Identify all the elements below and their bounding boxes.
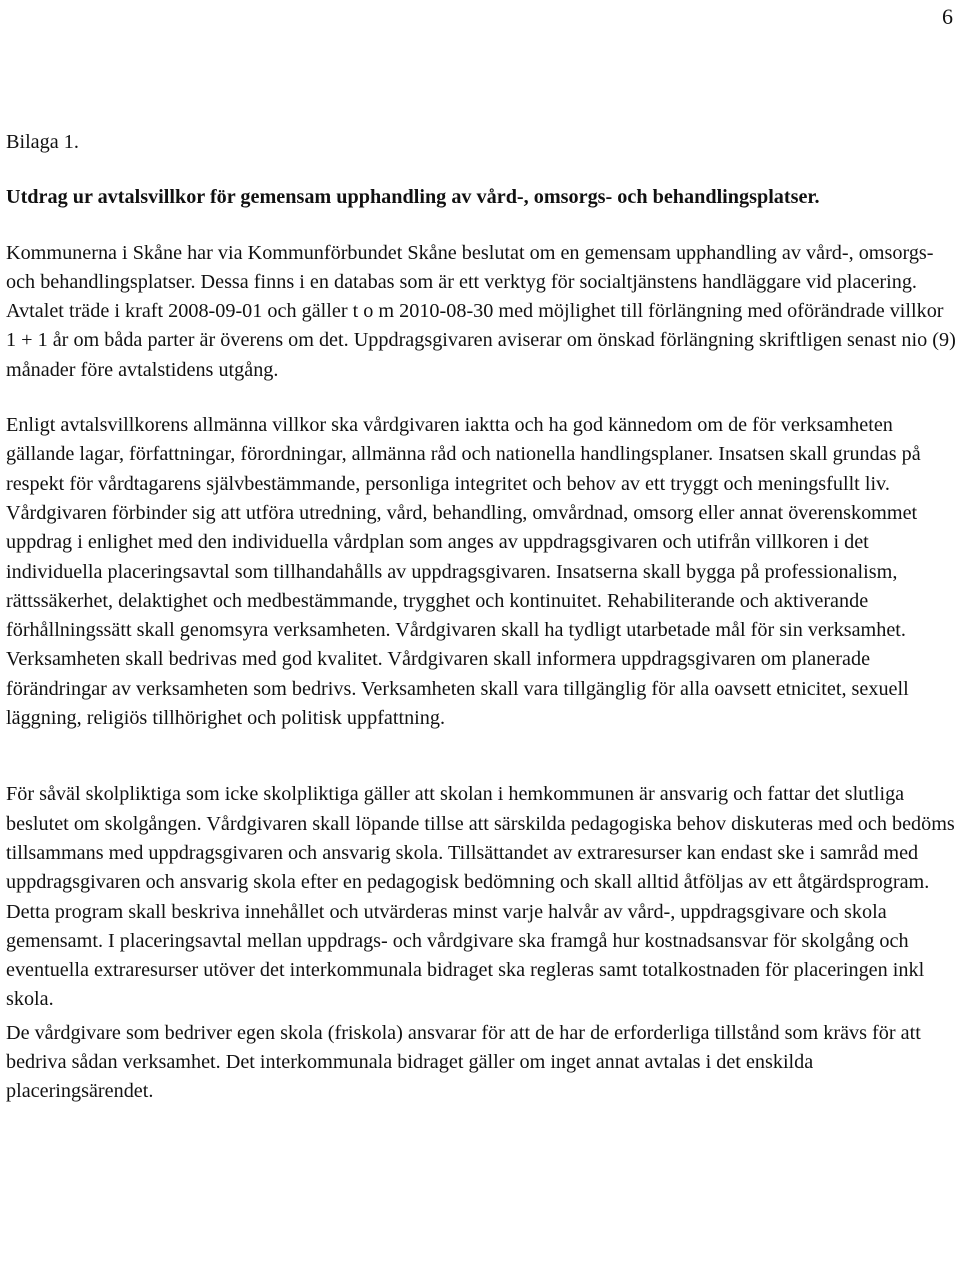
paragraph-procurement: Kommunerna i Skåne har via Kommunförbundet Skåne beslutat om en gemensam upphandling av vård-, omsorgs- och behandlingsplatser. Dessa finns i en databas som är ett verktyg för socialtjänstens handläggare vid placering. Avtalet träde i kraft 2008-09-01 och gäller t o m 2010-08-30 med möjlighet till förlängning med oförändrade villkor 1 + 1 år om båda parter är överens om det. Uppdragsgivaren aviserar om önskad förlängning skriftligen senast nio (9) månader före avtalstidens utgång. [6, 241, 956, 381]
document-heading: Utdrag ur avtalsvillkor för gemensam upphandling av vård-, omsorgs- och behandlingsplatser. [6, 186, 820, 209]
paragraph-general-terms: Enligt avtalsvillkorens allmänna villkor ska vårdgivaren iaktta och ha god kännedom om de för verksamheten gällande lagar, författningar, förordningar, allmänna råd och nationella handlingsplaner. Insatsen skall grundas på respekt för vårdtagarens självbestämmande, personliga integritet och behov av ett tryggt och meningsfullt liv. Vårdgivaren förbinder sig att utföra utredning, vård, behandling, omvårdnad, omsorg eller annat överenskommet uppdrag i enlighet med den individuella vårdplan som anges av uppdragsgivaren och utifrån villkoren i det individuella placeringsavtal som tillhandahålls av uppdragsgivaren. Insatserna skall bygga på professionalism, rättssäkerhet, delaktighet och medbestämmande, trygghet och kontinuitet. Rehabiliterande och aktiverande förhållningssätt skall genomsyra verksamheten. Vårdgivaren skall ha tydligt utarbetade mål för sin verksamhet. Verksamheten skall bedrivas med god kvalitet. Vårdgivaren skall informera uppdragsgivaren om planerade förändringar av verksamheten som bedrivs. Verksamheten skall vara tillgänglig för alla oavsett etnicitet, sexuell läggning, religiös tillhörighet och politisk uppfattning. [6, 414, 921, 730]
page-number: 6 [942, 4, 953, 29]
paragraph-schooling: För såväl skolpliktiga som icke skolpliktiga gäller att skolan i hemkommunen är ansvarig och fattar det slutliga beslutet om skolgången. Vårdgivaren skall löpande tillse att särskilda pedagogiska behov diskuteras med och bedöms tillsammans med uppdragsgivaren och ansvarig skola. Tillsättandet av extraresurser kan endast ske i samråd med uppdragsgivaren och ansvarig skola efter en pedagogisk bedömning och skall alltid åtföljas av ett åtgärdsprogram. Detta program skall beskriva innehållet och utvärderas minst varje halvår av vård-, uppdragsgivare och skola gemensamt. I placeringsavtal mellan uppdrags- och vårdgivare ska framgå hur kostnadsansvar för skolgång och eventuella extraresurser utöver det interkommunala bidraget ska regleras samt totalkostnaden för placeringen inkl skola. [6, 783, 955, 1011]
appendix-label: Bilaga 1. [6, 131, 79, 153]
document-body [6, 128, 956, 1107]
paragraph-private-school: De vårdgivare som bedriver egen skola (friskola) ansvarar för att de har de erforderliga tillstånd som krävs för att bedriva sådan verksamhet. Det interkommunala bidraget gäller om inget annat avtalas i det enskilda placeringsärendet. [6, 1021, 921, 1103]
